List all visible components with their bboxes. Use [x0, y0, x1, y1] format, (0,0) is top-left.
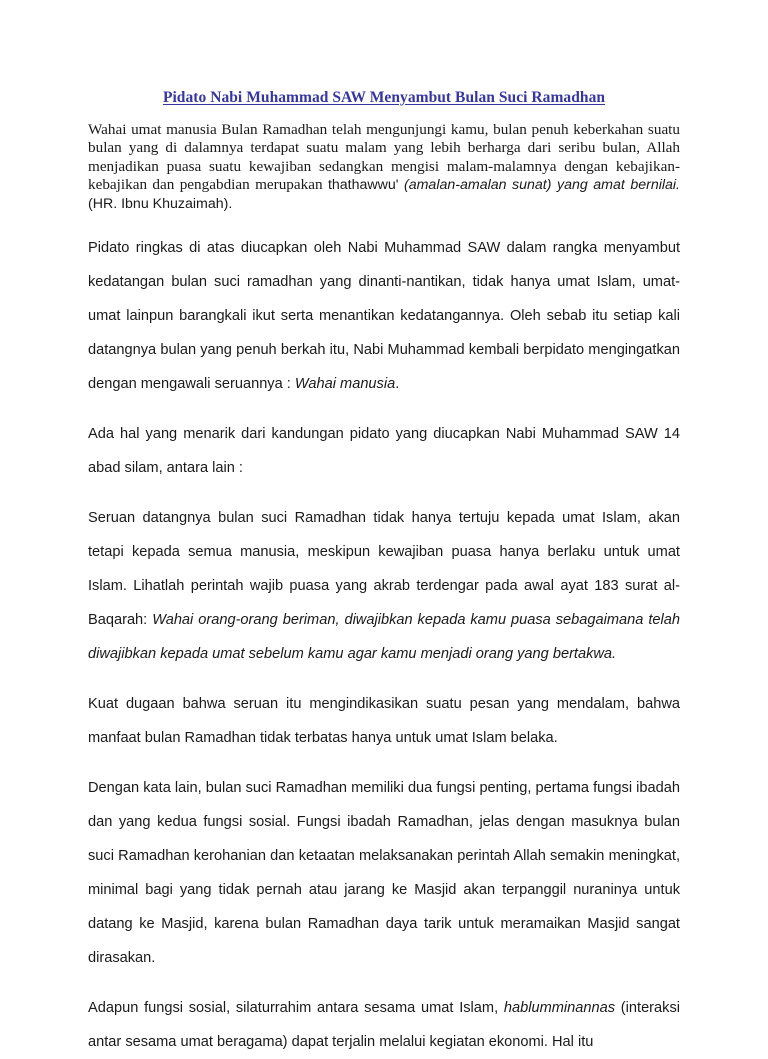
paragraph-3: [88, 501, 680, 671]
paragraph-6-lead: Adapun fungsi sosial, silaturrahim antara sesama umat Islam,: [88, 1000, 504, 1017]
hadith-quote-paragraph: [88, 121, 680, 213]
paragraph-1-lead: Pidato ringkas di atas diucapkan oleh Nabi Muhammad SAW dalam rangka menyambut kedatangan bulan suci ramadhan yang dinanti-nantikan, tidak hanya umat Islam, umat-umat lainpun barangkali ikut serta menantikan kedatangannya. Oleh sebab itu setiap kali datangnya bulan yang penuh berkah itu, Nabi Muhammad kembali berpidato mengingatkan dengan mengawali seruannya :: [88, 240, 680, 393]
paragraph-5-lead: Dengan kata lain, bulan suci Ramadhan memiliki dua fungsi penting, pertama fungsi ibadah dan yang kedua fungsi sosial. Fungsi ibadah Ramadhan, jelas dengan masuknya bulan suci Ramadhan kerohanian dan ketaatan melaksanakan perintah Allah semakin meningkat, minimal bagi yang tidak pernah atau jarang ke Masjid akan terpanggil nuraninya untuk datang ke Masjid, karena bulan Ramadhan daya tarik untuk meramaikan Masjid sangat dirasakan.: [88, 780, 680, 967]
paragraph-1-emphasis: Wahai manusia: [294, 376, 396, 393]
paragraph-1: [88, 231, 680, 401]
paragraph-5: [88, 771, 680, 975]
paragraph-2: [88, 417, 680, 485]
paragraph-4-lead: Kuat dugaan bahwa seruan itu mengindikasikan suatu pesan yang mendalam, bahwa manfaat bulan Ramadhan tidak terbatas hanya untuk umat Islam belaka.: [88, 696, 680, 747]
document-content: [88, 88, 680, 1059]
hadith-gloss: (amalan-amalan sunat) yang amat bernilai.: [404, 177, 680, 194]
paragraph-3-emphasis: Wahai orang-orang beriman, diwajibkan kepada kamu puasa sebagaimana telah diwajibkan kepada umat sebelum kamu agar kamu menjadi orang yang bertakwa.: [88, 612, 680, 663]
hadith-term: thathawwu': [327, 177, 404, 194]
paragraph-6-tail: (interaksi antar sesama umat beragama) dapat terjalin melalui kegiatan ekonomi. Hal itu: [88, 1000, 680, 1051]
paragraph-6: [88, 991, 680, 1059]
paragraph-6-emphasis: hablumminannas: [503, 1000, 616, 1017]
hadith-attribution: (HR. Ibnu Khuzaimah).: [88, 195, 233, 212]
paragraph-1-tail: .: [395, 376, 400, 393]
paragraph-4: [88, 687, 680, 755]
paragraph-3-lead: Seruan datangnya bulan suci Ramadhan tidak hanya tertuju kepada umat Islam, akan tetapi kepada semua manusia, meskipun kewajiban puasa hanya berlaku untuk umat Islam. Lihatlah perintah wajib puasa yang akrab terdengar pada awal ayat 183 surat al-Baqarah:: [88, 510, 680, 629]
hadith-serif-text: Wahai umat manusia Bulan Ramadhan telah mengunjungi kamu, bulan penuh keberkahan suatu bulan yang di dalamnya terdapat suatu malam yang lebih berharga dari seribu bulan, Allah menjadikan puasa suatu kewajiban sedangkan mengisi malam-malamnya dengan kebajikan-kebajikan dan pengabdian merupakan: [88, 121, 680, 194]
paragraph-2-lead: Ada hal yang menarik dari kandungan pidato yang diucapkan Nabi Muhammad SAW 14 abad silam, antara lain :: [88, 426, 680, 477]
page-title: Pidato Nabi Muhammad SAW Menyambut Bulan Suci Ramadhan: [162, 89, 606, 106]
